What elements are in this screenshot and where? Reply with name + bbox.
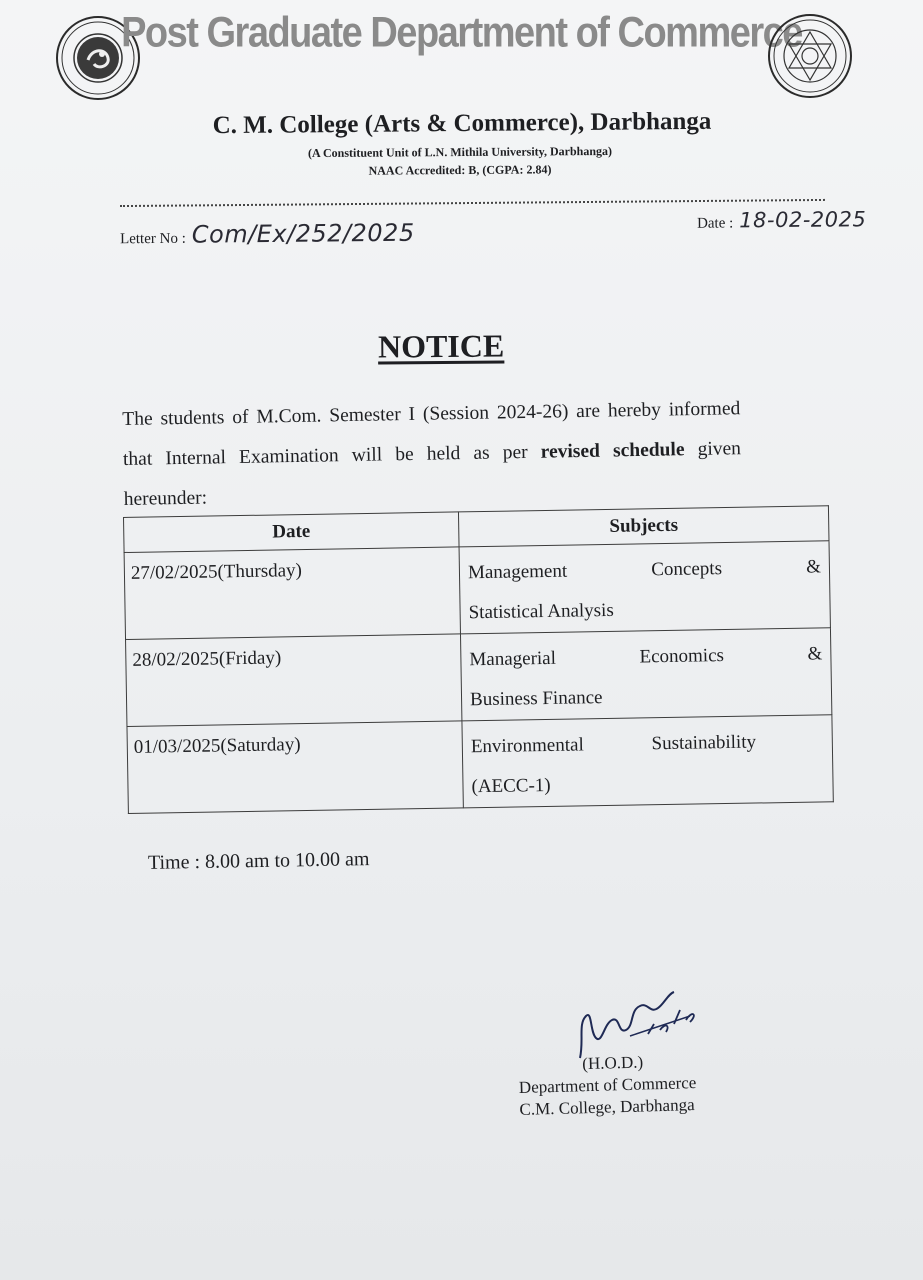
row-subject: [459, 541, 830, 634]
table-row: [126, 628, 832, 727]
paragraph-text-2: given hereunder:: [123, 438, 742, 510]
header-date: Date: [124, 512, 460, 553]
table-row: [127, 715, 833, 814]
paragraph-bold: revised schedule: [540, 439, 685, 463]
letter-number-value: Com/Ex/252/2025: [191, 218, 415, 249]
subject-word: Environmental: [470, 734, 584, 758]
signatory-department: Department of Commerce: [518, 1073, 697, 1097]
row-subject: [462, 715, 833, 808]
exam-time: Time : 8.00 am to 10.00 am: [147, 848, 370, 874]
subject-word: [823, 721, 824, 761]
row-date: 28/02/2025(Friday): [126, 634, 462, 727]
subject-line: (AECC-1): [471, 774, 551, 798]
college-name: C. M. College (Arts & Commerce), Darbhanga: [212, 107, 712, 140]
subject-line: Business Finance: [469, 687, 603, 711]
notice-paragraph: [122, 389, 742, 520]
row-subject: [460, 628, 831, 721]
signatory-college: C.M. College, Darbhanga: [519, 1095, 695, 1119]
header-subjects: Subjects: [458, 506, 829, 547]
row-date: 27/02/2025(Thursday): [124, 547, 460, 640]
constituent-line: (A Constituent Unit of L.N. Mithila University, Darbhanga): [307, 143, 613, 161]
subject-word: Management: [467, 560, 568, 584]
row-date: 01/03/2025(Saturday): [127, 721, 463, 814]
signatory-block: [518, 1050, 697, 1121]
subject-word: Economics: [639, 645, 725, 668]
college-seal-icon: [768, 14, 852, 98]
letter-label: Letter No :: [119, 230, 186, 248]
subject-word: Sustainability: [651, 731, 757, 755]
department-title: Post Graduate Department of Commerce: [121, 9, 802, 57]
subject-line: Statistical Analysis: [468, 599, 614, 624]
letter-number: [120, 219, 415, 250]
date-label: Date :: [696, 215, 734, 232]
subject-word: &: [807, 643, 823, 665]
paragraph-text-1: The students of M.Com. Semester I (Session 2024-26) are hereby informed that Internal Examination will be held as per: [122, 398, 741, 470]
date-value: 18-02-2025: [739, 207, 867, 233]
schedule-table: [123, 505, 834, 814]
subject-word: Managerial: [469, 647, 557, 671]
table-row: [124, 541, 830, 640]
naac-line: NAAC Accredited: B, (CGPA: 2.84): [368, 162, 552, 178]
letter-date: [697, 207, 866, 232]
subject-word: &: [805, 556, 822, 578]
header-divider: [120, 199, 825, 207]
subject-word: Concepts: [651, 558, 723, 581]
signatory-hod: (H.O.D.): [582, 1052, 644, 1074]
notice-title: NOTICE: [377, 327, 505, 365]
